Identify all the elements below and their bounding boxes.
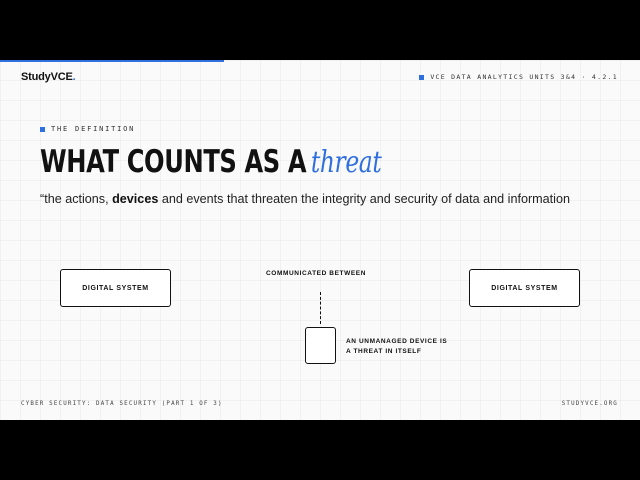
box-label: DIGITAL SYSTEM <box>491 284 558 292</box>
device-note-line: A THREAT IN ITSELF <box>346 348 422 355</box>
quote-start: “the actions, <box>40 192 113 206</box>
footer-lesson: CYBER SECURITY: DATA SECURITY (PART 1 OF 3) <box>21 401 223 407</box>
device-icon <box>305 327 336 364</box>
title-text: WHAT COUNTS AS A <box>40 144 307 180</box>
logo <box>21 71 75 83</box>
digital-system-box-right <box>469 269 580 307</box>
square-bullet-icon <box>419 75 424 80</box>
course-label <box>419 73 618 81</box>
quote-end: and events that threaten the integrity and security of data and information <box>158 192 570 206</box>
square-bullet-icon <box>40 127 45 132</box>
dashed-connector <box>320 292 321 324</box>
definition-quote <box>40 190 580 209</box>
progress-bar <box>0 60 224 62</box>
section-eyebrow <box>40 125 135 133</box>
device-note <box>346 337 466 357</box>
eyebrow-text: THE DEFINITION <box>51 125 136 133</box>
digital-system-box-left <box>60 269 171 307</box>
course-text: VCE DATA ANALYTICS UNITS 3&4 · 4.2.1 <box>430 73 618 81</box>
slide-title <box>40 144 381 181</box>
slide <box>0 60 640 420</box>
connector-label: COMMUNICATED BETWEEN <box>266 270 366 277</box>
device-note-line: AN UNMANAGED DEVICE IS <box>346 338 448 345</box>
quote-bold: devices <box>112 192 159 206</box>
logo-text-bold: VCE <box>50 71 73 83</box>
logo-text: Study <box>21 71 51 83</box>
logo-dot: . <box>72 71 76 83</box>
box-label: DIGITAL SYSTEM <box>82 284 149 292</box>
title-accent: threat <box>310 145 382 180</box>
footer-site-link[interactable]: STUDYVCE.ORG <box>561 401 618 407</box>
